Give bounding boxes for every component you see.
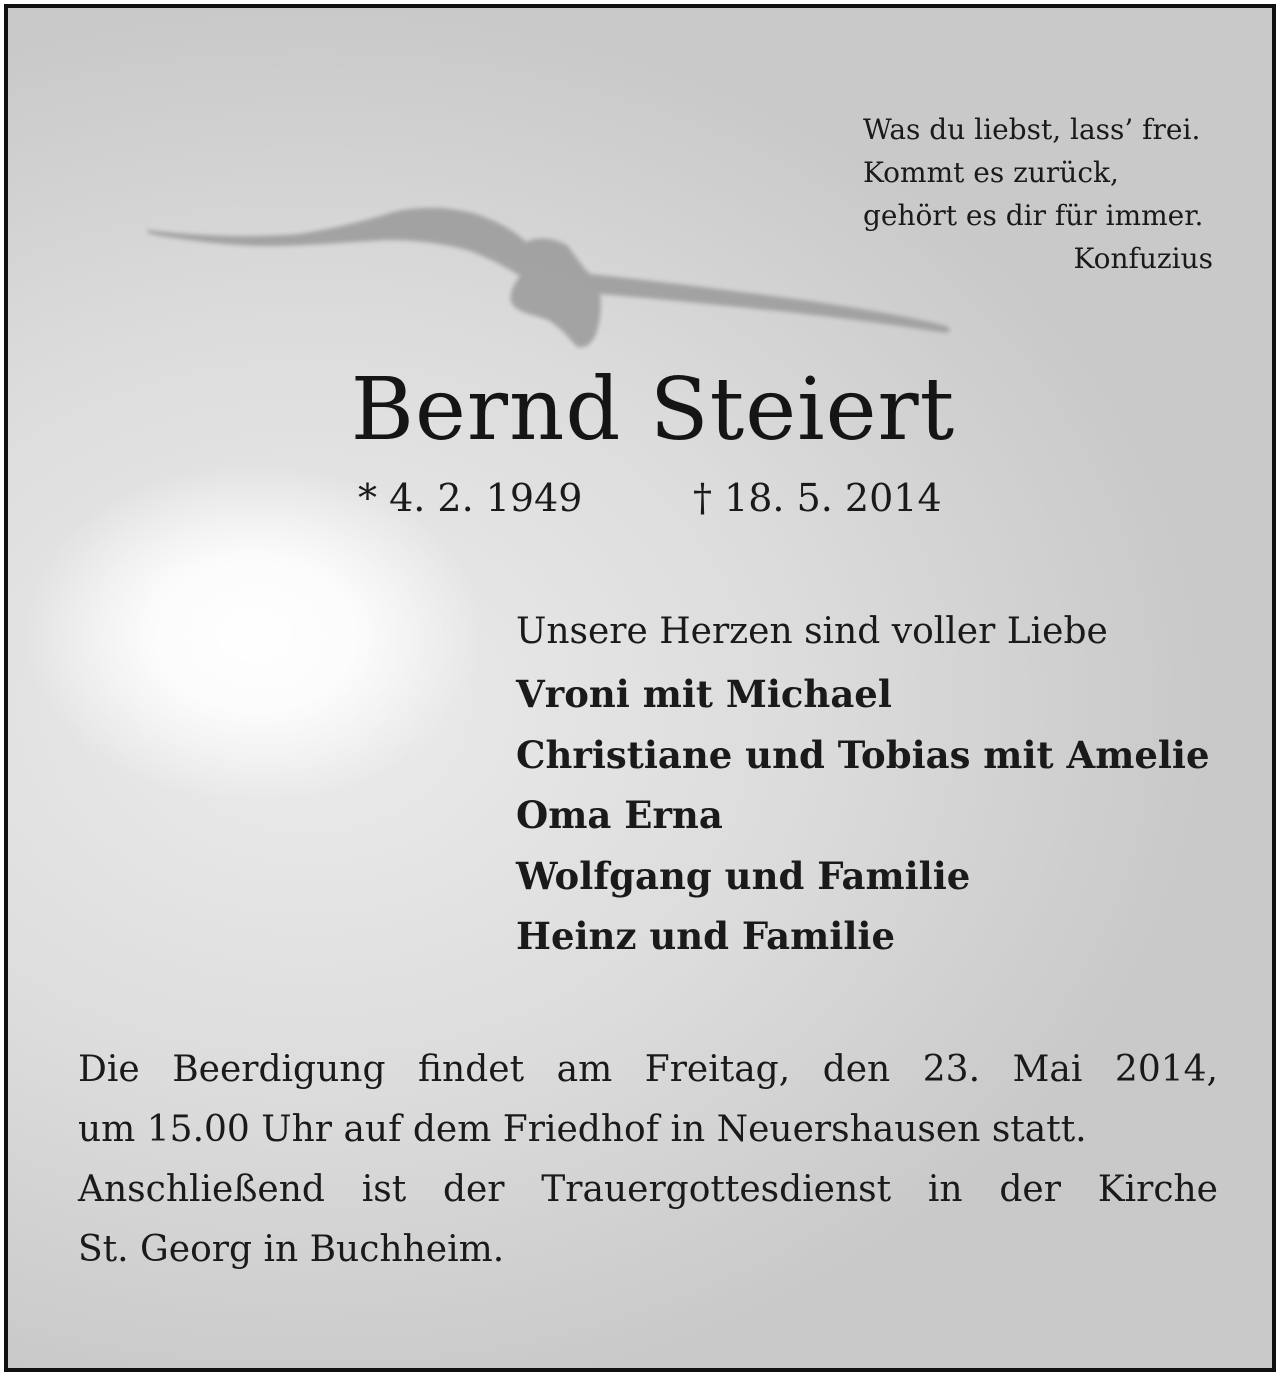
- funeral-line: St. Georg in Buchheim.: [78, 1229, 505, 1270]
- mourners-block: [516, 606, 1236, 967]
- quote-line: gehört es dir für immer.: [863, 199, 1204, 232]
- quote-block: [863, 108, 1213, 280]
- birth-date: * 4. 2. 1949: [358, 476, 583, 520]
- funeral-line: um 15.00 Uhr auf dem Friedhof in Neuershausen statt.: [78, 1109, 1087, 1150]
- funeral-line: Die Beerdigung findet am Freitag, den 23. Mai 2014,: [78, 1049, 1218, 1090]
- deceased-name: Bernd Steiert: [350, 360, 956, 460]
- funeral-line: Anschließend ist der Trauergottesdienst in der Kirche: [78, 1169, 1218, 1210]
- mourners-list: [516, 664, 1236, 967]
- mourner-name: Oma Erna: [516, 793, 723, 837]
- quote-line: Kommt es zurück,: [863, 156, 1119, 189]
- mourner-name: Christiane und Tobias mit Amelie: [516, 732, 1210, 777]
- quote-line: Was du liebst, lass’ frei.: [863, 113, 1201, 146]
- mourner-name: Heinz und Familie: [516, 914, 895, 958]
- mourner-name: Vroni mit Michael: [516, 672, 892, 716]
- quote-author: Konfuzius: [1073, 242, 1213, 275]
- death-date: † 18. 5. 2014: [693, 476, 942, 520]
- obituary-notice: [4, 4, 1276, 1372]
- funeral-details: [78, 1040, 1218, 1280]
- mourner-name: Wolfgang und Familie: [516, 853, 971, 898]
- mourners-intro: Unsere Herzen sind voller Liebe: [516, 611, 1108, 652]
- seagull-silhouette-icon: [128, 198, 968, 358]
